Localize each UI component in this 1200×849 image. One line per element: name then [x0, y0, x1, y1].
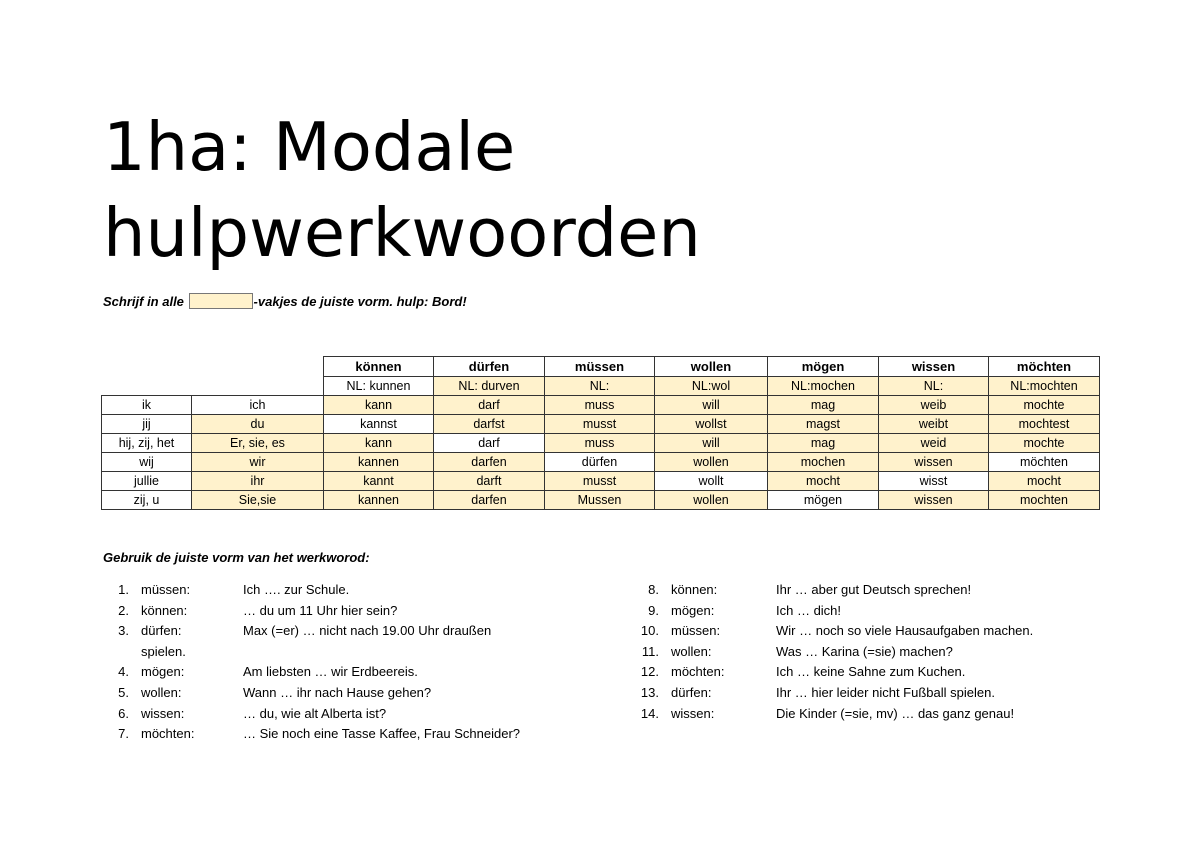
exercise-item — [626, 642, 1033, 663]
form-cell: wisst — [879, 472, 989, 491]
empty-cell — [102, 357, 192, 377]
form-cell: kann — [324, 434, 434, 453]
form-cell: magst — [768, 415, 879, 434]
form-cell: wollst — [655, 415, 768, 434]
exercise-item — [626, 580, 1033, 601]
form-cell: musst — [545, 472, 655, 491]
table-row — [102, 472, 1100, 491]
exercise-sentence: Ihr … aber gut Deutsch sprechen! — [776, 582, 972, 597]
exercise-number: 8. — [648, 582, 659, 597]
pronoun-de-cell: Sie,sie — [192, 491, 324, 510]
form-cell: mag — [768, 396, 879, 415]
form-cell: mocht — [989, 472, 1100, 491]
form-cell: weib — [879, 396, 989, 415]
header-cell: möchten — [989, 357, 1100, 377]
nl-row — [102, 377, 1100, 396]
exercise-sentence: … du, wie alt Alberta ist? — [243, 705, 387, 721]
exercise-sentence: … Sie noch eine Tasse Kaffee, Frau Schneider? — [243, 726, 521, 742]
exercise-number: 2. — [118, 602, 129, 618]
page-title — [103, 104, 1003, 276]
title-line-2: hulpwerkwoorden — [103, 194, 701, 272]
title-line-1: 1ha: Modale — [103, 108, 516, 186]
exercise-sentence: Was … Karina (=sie) machen? — [776, 643, 953, 659]
header-row — [102, 357, 1100, 377]
form-cell: dürfen — [545, 453, 655, 472]
exercise-verb: mögen: — [671, 602, 715, 618]
exercise-number: 6. — [118, 705, 129, 721]
exercise-item — [103, 621, 520, 642]
nl-cell: NL:wol — [655, 377, 768, 396]
form-cell: mag — [768, 434, 879, 453]
empty-cell — [192, 357, 324, 377]
yellow-box-sample — [189, 293, 253, 309]
header-cell: wollen — [655, 357, 768, 377]
exercise-number: 14. — [640, 705, 659, 721]
exercise-verb: können: — [141, 602, 188, 618]
form-cell: musst — [545, 415, 655, 434]
form-cell: kannen — [324, 491, 434, 510]
exercise-item — [103, 683, 520, 704]
form-cell: kann — [324, 396, 434, 415]
exercise-number: 4. — [118, 664, 129, 680]
form-cell: muss — [545, 396, 655, 415]
exercise-item — [103, 704, 520, 725]
exercise-item — [103, 601, 520, 622]
table-row — [102, 453, 1100, 472]
form-cell: darft — [434, 472, 545, 491]
table-row — [102, 434, 1100, 453]
nl-cell: NL: — [545, 377, 655, 396]
exercise-number: 12. — [640, 664, 659, 680]
form-cell: muss — [545, 434, 655, 453]
exercise-item — [626, 621, 1033, 642]
form-cell: darf — [434, 434, 545, 453]
exercise-verb: dürfen: — [141, 623, 182, 639]
form-cell: darf — [434, 396, 545, 415]
header-cell: müssen — [545, 357, 655, 377]
nl-cell: NL:mochen — [768, 377, 879, 396]
exercise-verb: müssen: — [141, 582, 191, 597]
exercise-number: 10. — [640, 623, 659, 639]
instruction-after: -vakjes de juiste vorm. hulp: Bord! — [253, 294, 467, 309]
form-cell: kannst — [324, 415, 434, 434]
instruction-before: Schrijf in alle — [103, 294, 184, 309]
conjugation-table — [101, 356, 1100, 510]
pronoun-de-cell: ihr — [192, 472, 324, 491]
form-cell: will — [655, 434, 768, 453]
header-cell: wissen — [879, 357, 989, 377]
pronoun-nl-cell: jij — [102, 415, 192, 434]
exercise-sentence: Die Kinder (=sie, mv) … das ganz genau! — [776, 705, 1015, 721]
exercise-item — [103, 724, 520, 745]
form-cell: darfst — [434, 415, 545, 434]
form-cell: weid — [879, 434, 989, 453]
exercise-sentence: Wir … noch so viele Hausaufgaben machen. — [776, 623, 1034, 639]
pronoun-nl-cell: ik — [102, 396, 192, 415]
pronoun-nl-cell: hij, zij, het — [102, 434, 192, 453]
exercise-continuation: spielen. — [141, 643, 186, 659]
exercise-sentence: Ich … keine Sahne zum Kuchen. — [776, 664, 966, 680]
form-cell: Mussen — [545, 491, 655, 510]
exercise-number: 5. — [118, 684, 129, 700]
pronoun-de-cell: Er, sie, es — [192, 434, 324, 453]
exercise-sentence: Ich … dich! — [776, 602, 842, 618]
exercise-list-left — [103, 580, 520, 745]
form-cell: wollen — [655, 453, 768, 472]
empty-cell — [102, 377, 192, 396]
exercise-number-spacer — [103, 642, 141, 663]
exercise-item — [626, 683, 1033, 704]
form-cell: weibt — [879, 415, 989, 434]
exercise-item — [103, 580, 520, 601]
empty-cell — [192, 377, 324, 396]
nl-cell: NL: kunnen — [324, 377, 434, 396]
exercise-sentence: Max (=er) … nicht nach 19.00 Uhr draußen — [243, 623, 492, 639]
exercise-verb: wollen: — [671, 643, 712, 659]
table-row — [102, 396, 1100, 415]
form-cell: will — [655, 396, 768, 415]
pronoun-nl-cell: wij — [102, 453, 192, 472]
exercise-number: 1. — [118, 582, 129, 597]
form-cell: darfen — [434, 453, 545, 472]
exercise-number: 9. — [648, 602, 659, 618]
instruction — [103, 293, 467, 309]
exercise-verb: wissen: — [671, 705, 715, 721]
exercise-sentence: … du um 11 Uhr hier sein? — [243, 602, 398, 618]
form-cell: mochte — [989, 434, 1100, 453]
form-cell: wissen — [879, 491, 989, 510]
exercise-number: 13. — [640, 684, 659, 700]
exercise-verb: können: — [671, 582, 718, 597]
exercise-verb: wissen: — [141, 705, 185, 721]
pronoun-de-cell: wir — [192, 453, 324, 472]
form-cell: mochen — [768, 453, 879, 472]
exercise-item-continuation — [103, 642, 520, 663]
form-cell: mochte — [989, 396, 1100, 415]
pronoun-nl-cell: zij, u — [102, 491, 192, 510]
exercise-number: 7. — [118, 726, 129, 742]
pronoun-de-cell: ich — [192, 396, 324, 415]
form-cell: kannen — [324, 453, 434, 472]
exercise-sentence: Wann … ihr nach Hause gehen? — [243, 684, 432, 700]
table-row — [102, 415, 1100, 434]
nl-cell: NL: — [879, 377, 989, 396]
exercise-list-right — [626, 580, 1033, 724]
exercise-verb: möchten: — [141, 726, 195, 742]
exercise-verb: dürfen: — [671, 684, 712, 700]
exercise-item — [626, 601, 1033, 622]
nl-cell: NL: durven — [434, 377, 545, 396]
form-cell: wissen — [879, 453, 989, 472]
form-cell: mochten — [989, 491, 1100, 510]
nl-cell: NL:mochten — [989, 377, 1100, 396]
form-cell: möchten — [989, 453, 1100, 472]
form-cell: kannt — [324, 472, 434, 491]
exercise-number: 3. — [118, 623, 129, 639]
header-cell: dürfen — [434, 357, 545, 377]
form-cell: darfen — [434, 491, 545, 510]
exercise-item — [626, 704, 1033, 725]
exercise-verb: möchten: — [671, 664, 725, 680]
pronoun-nl-cell: jullie — [102, 472, 192, 491]
exercise-sentence: Ihr … hier leider nicht Fußball spielen. — [776, 684, 995, 700]
exercise-verb: wollen: — [141, 684, 182, 700]
header-cell: mögen — [768, 357, 879, 377]
form-cell: wollt — [655, 472, 768, 491]
exercise-verb: müssen: — [671, 623, 721, 639]
exercise-sentence: Ich …. zur Schule. — [243, 582, 350, 597]
exercise-verb: mögen: — [141, 664, 185, 680]
exercise-sentence: Am liebsten … wir Erdbeereis. — [243, 664, 418, 680]
form-cell: mögen — [768, 491, 879, 510]
form-cell: mocht — [768, 472, 879, 491]
exercise-item — [626, 662, 1033, 683]
exercise-item — [103, 662, 520, 683]
form-cell: mochtest — [989, 415, 1100, 434]
pronoun-de-cell: du — [192, 415, 324, 434]
table-row — [102, 491, 1100, 510]
exercise-number: 11. — [641, 643, 659, 659]
form-cell: wollen — [655, 491, 768, 510]
header-cell: können — [324, 357, 434, 377]
exercise-title: Gebruik de juiste vorm van het werkworod: — [103, 550, 370, 565]
